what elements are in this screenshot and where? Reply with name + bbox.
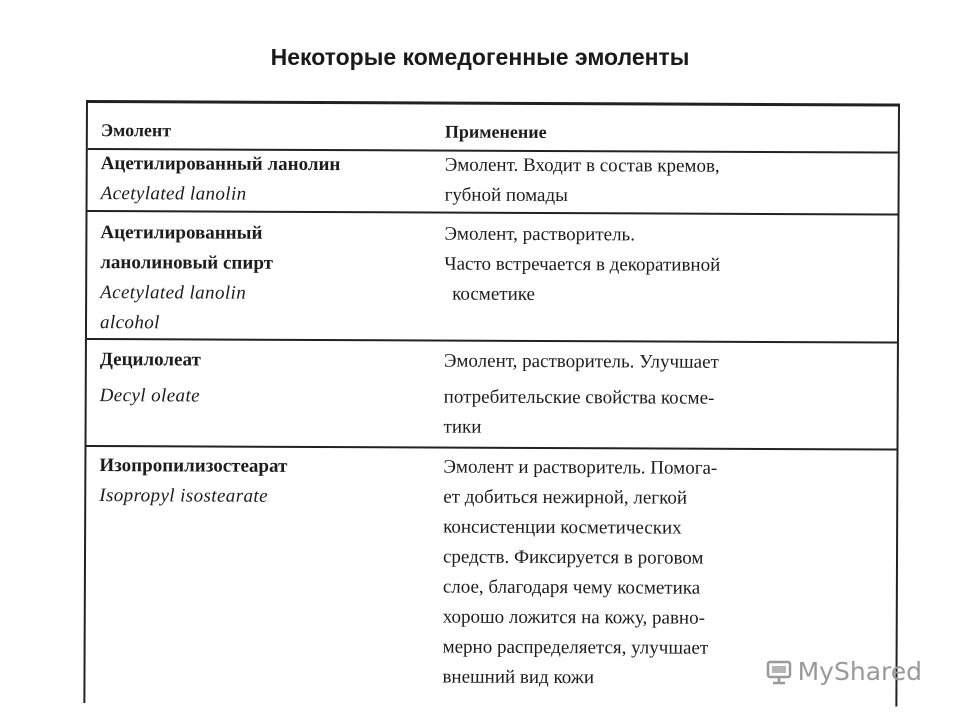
usage-line: потребительские свойства косме- xyxy=(443,386,715,409)
emollient-name xyxy=(101,149,431,210)
name-ru: Ацетилированный xyxy=(100,222,263,244)
usage-line: тики xyxy=(443,416,482,438)
watermark-text: MyShared xyxy=(797,657,922,686)
name-ru: Ацетилированный ланолин xyxy=(100,153,341,176)
emollient-name xyxy=(100,218,431,339)
usage-line: Часто встречается в декоративной xyxy=(444,253,721,276)
table-row xyxy=(88,150,898,216)
usage-line: Эмолент. Входит в состав кремов, xyxy=(444,154,720,177)
table-header-row xyxy=(88,103,898,154)
name-en: Acetylated lanolin xyxy=(100,282,247,304)
emollient-name xyxy=(100,345,430,412)
name-en: Acetylated lanolin xyxy=(100,183,247,205)
name-en: Isopropyl isostearate xyxy=(99,485,268,507)
usage-line: ет добиться нежирной, легкой xyxy=(443,486,688,509)
usage-line: Эмолент, растворитель. Улучшает xyxy=(443,350,719,373)
header-usage: Применение xyxy=(444,121,547,143)
name-en: Decyl oleate xyxy=(99,385,201,407)
usage-line: Эмолент и растворитель. Помога- xyxy=(443,456,718,479)
usage-text xyxy=(445,151,885,213)
header-emollient: Эмолент xyxy=(100,120,172,141)
table-row xyxy=(86,340,896,451)
watermark xyxy=(766,657,922,686)
usage-line: косметике xyxy=(452,283,535,305)
usage-text xyxy=(444,347,884,445)
name-ru: ланолиновый спирт xyxy=(100,252,274,274)
usage-line: внешний вид кожи xyxy=(442,666,595,689)
usage-line: консистенции косметических xyxy=(443,516,682,539)
usage-line: средств. Фиксируется в роговом xyxy=(442,546,704,569)
usage-line: хорошо ложится на кожу, равно- xyxy=(442,606,705,629)
presentation-board-icon xyxy=(766,659,792,685)
name-ru: Изопропилизостеарат xyxy=(99,455,288,477)
name-ru: Децилолеат xyxy=(99,349,201,371)
usage-line: Эмолент, растворитель. xyxy=(444,223,636,246)
slide-title: Некоторые комедогенные эмоленты xyxy=(270,44,690,70)
usage-line: слое, благодаря чему косметика xyxy=(442,576,701,599)
emollient-name xyxy=(99,451,429,512)
usage-line: губной помады xyxy=(444,184,569,207)
name-en: alcohol xyxy=(99,312,160,334)
emollients-table xyxy=(83,100,900,707)
table-row xyxy=(87,212,898,344)
usage-text xyxy=(444,220,884,312)
usage-line: мерно распределяется, улучшает xyxy=(442,636,709,659)
